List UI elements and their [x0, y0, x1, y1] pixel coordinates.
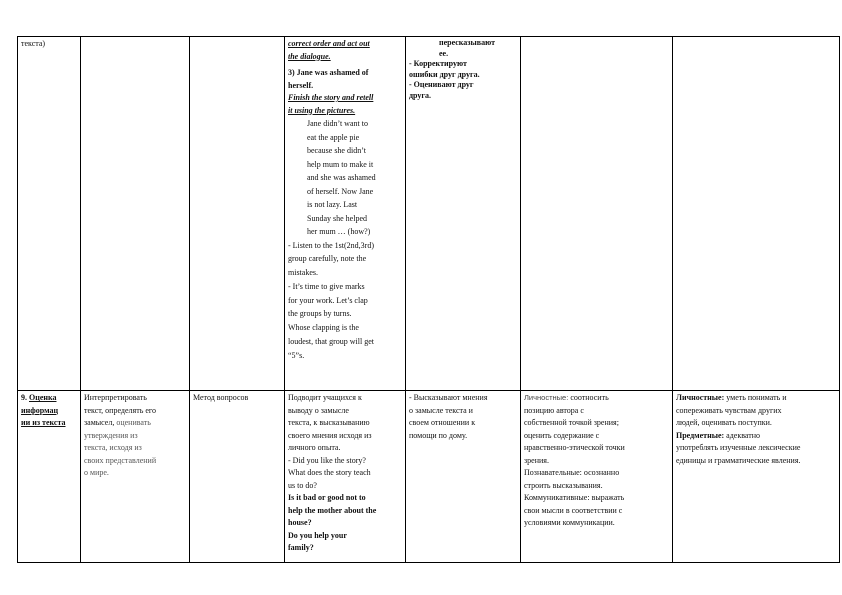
results-cell — [673, 391, 840, 563]
item-line: herself. — [288, 80, 314, 90]
teacher-question-line: family? — [288, 543, 314, 553]
uud-text: позицию автора с — [524, 405, 584, 415]
task-line: it using the pictures. — [288, 105, 356, 115]
uud-text: строить высказывания. — [524, 480, 603, 490]
uud-text: нравственно-этической точки — [524, 443, 625, 453]
teacher-line: What does the story teach — [288, 468, 371, 478]
teacher-question-line: Is it bad or good not to — [288, 493, 366, 503]
goal-line: текста, исходя из — [84, 443, 142, 453]
teacher-line: выводу о замысле — [288, 405, 349, 415]
result-label: Предметные: — [676, 430, 725, 440]
result-text: сопереживать чувствам других — [676, 405, 782, 415]
instruction-line: - It’s time to give marks — [288, 281, 365, 291]
student-line: друга. — [409, 90, 432, 100]
story-line: of herself. Now Jane — [307, 186, 374, 196]
task-line: correct order and act out — [288, 39, 370, 48]
story-line: Jane didn’t want to — [307, 119, 368, 128]
goal-line: о мире. — [84, 468, 109, 478]
story-block — [288, 117, 402, 239]
instruction-line: loudest, that group will get — [288, 337, 374, 347]
student-line: ее. — [439, 48, 449, 58]
uud-label: Познавательные: — [524, 468, 582, 478]
instruction-line: - Listen to the 1st(2nd,3rd) — [288, 240, 374, 250]
student-line: пересказывают — [439, 38, 496, 47]
student-line: помощи по дому. — [409, 430, 468, 440]
item-line: 3) Jane was ashamed of — [288, 68, 369, 77]
goal-line: Интерпретировать — [84, 393, 147, 403]
teacher-line: своего мнения исходя из — [288, 430, 372, 440]
methods-cell — [190, 391, 285, 563]
student-line: - Высказывают мнения — [409, 393, 488, 403]
stage-title-line: Оценка — [29, 393, 57, 403]
uud-text: оценить содержание с — [524, 430, 600, 440]
uud-cell — [521, 37, 673, 391]
teacher-question-line: house? — [288, 518, 312, 528]
teacher-line: личного опыта. — [288, 443, 341, 453]
result-text: употреблять изученные лексические — [676, 443, 801, 453]
teacher-line: Подводит учащихся к — [288, 393, 362, 403]
instruction-line: Whose clapping is the — [288, 323, 359, 333]
stage-cell — [18, 391, 81, 563]
instruction-line: the groups by turns. — [288, 309, 352, 319]
results-cell — [673, 37, 840, 391]
goal-line: текст, определять его — [84, 405, 156, 415]
student-line: своем отношении к — [409, 418, 476, 428]
task-line: Finish the story and retell — [288, 93, 374, 102]
result-label: Личностные: — [676, 393, 725, 403]
story-line: and she was ashamed — [307, 173, 376, 182]
method-text: Метод вопросов — [193, 393, 249, 403]
teacher-activity-cell — [285, 37, 406, 391]
teacher-question-line: Do you help your — [288, 530, 347, 540]
table-row — [18, 37, 840, 391]
stage-cell — [18, 37, 81, 391]
goal-line: своих представлений — [84, 455, 157, 465]
uud-text: соотносить — [570, 393, 609, 403]
uud-cell — [521, 391, 673, 563]
story-line: because she didn’t — [307, 146, 366, 155]
story-line: is not lazy. Last — [307, 200, 358, 209]
student-line: ошибки друг друга. — [409, 69, 480, 79]
student-line: - Корректируют — [409, 59, 467, 68]
uud-text: зрения. — [524, 455, 549, 465]
uud-label: Коммуникативные: — [524, 493, 590, 503]
uud-text: осознанно — [583, 468, 620, 478]
teacher-line: текста, к высказыванию — [288, 418, 370, 428]
goal-line: оценивать — [116, 418, 151, 428]
stage-title — [21, 392, 77, 405]
stage-title-line: ии из текста — [21, 418, 66, 428]
teacher-line: - Did you like the story? — [288, 455, 366, 465]
methods-cell — [190, 37, 285, 391]
goals-cell — [81, 37, 190, 391]
instruction-line: for your work. Let’s clap — [288, 295, 368, 305]
uud-text: условиями коммуникации. — [524, 518, 615, 528]
stage-number: 9. — [21, 393, 27, 403]
stage-text: текста) — [21, 39, 46, 48]
goal-line: утверждения из — [84, 430, 138, 440]
lesson-plan-table — [17, 36, 840, 563]
story-line: help mum to make it — [307, 159, 374, 169]
result-text: уметь понимать и — [726, 393, 787, 403]
teacher-line: us to do? — [288, 480, 317, 490]
instructions-block — [288, 239, 402, 363]
result-text: людей, оценивать поступки. — [676, 418, 772, 428]
student-line: - Оценивают друг — [409, 80, 474, 89]
uud-text: выражать — [591, 493, 625, 503]
uud-label: Личностные: — [524, 393, 569, 403]
uud-text: свои мысли в соответствии с — [524, 505, 623, 515]
stage-title-line: информац — [21, 405, 59, 415]
task-line: the dialogue. — [288, 51, 331, 61]
story-line: Sunday she helped — [307, 213, 367, 223]
instruction-line: group carefully, note the — [288, 254, 367, 264]
student-activity-cell — [406, 391, 521, 563]
uud-text: собственной точкой зрения; — [524, 418, 619, 428]
student-activity-cell — [406, 37, 521, 391]
result-text: адекватно — [726, 430, 761, 440]
instruction-line: “5”s. — [288, 350, 305, 360]
instruction-line: mistakes. — [288, 268, 318, 278]
student-line: о замысле текста и — [409, 405, 473, 415]
goal-line: замысел, — [84, 418, 115, 428]
goals-cell — [81, 391, 190, 563]
table-row — [18, 391, 840, 563]
teacher-activity-cell — [285, 391, 406, 563]
story-line: eat the apple pie — [307, 132, 360, 142]
result-text: единицы и грамматические явления. — [676, 455, 801, 465]
teacher-question-line: help the mother about the — [288, 505, 377, 515]
story-line: her mum … (how?) — [307, 227, 371, 236]
